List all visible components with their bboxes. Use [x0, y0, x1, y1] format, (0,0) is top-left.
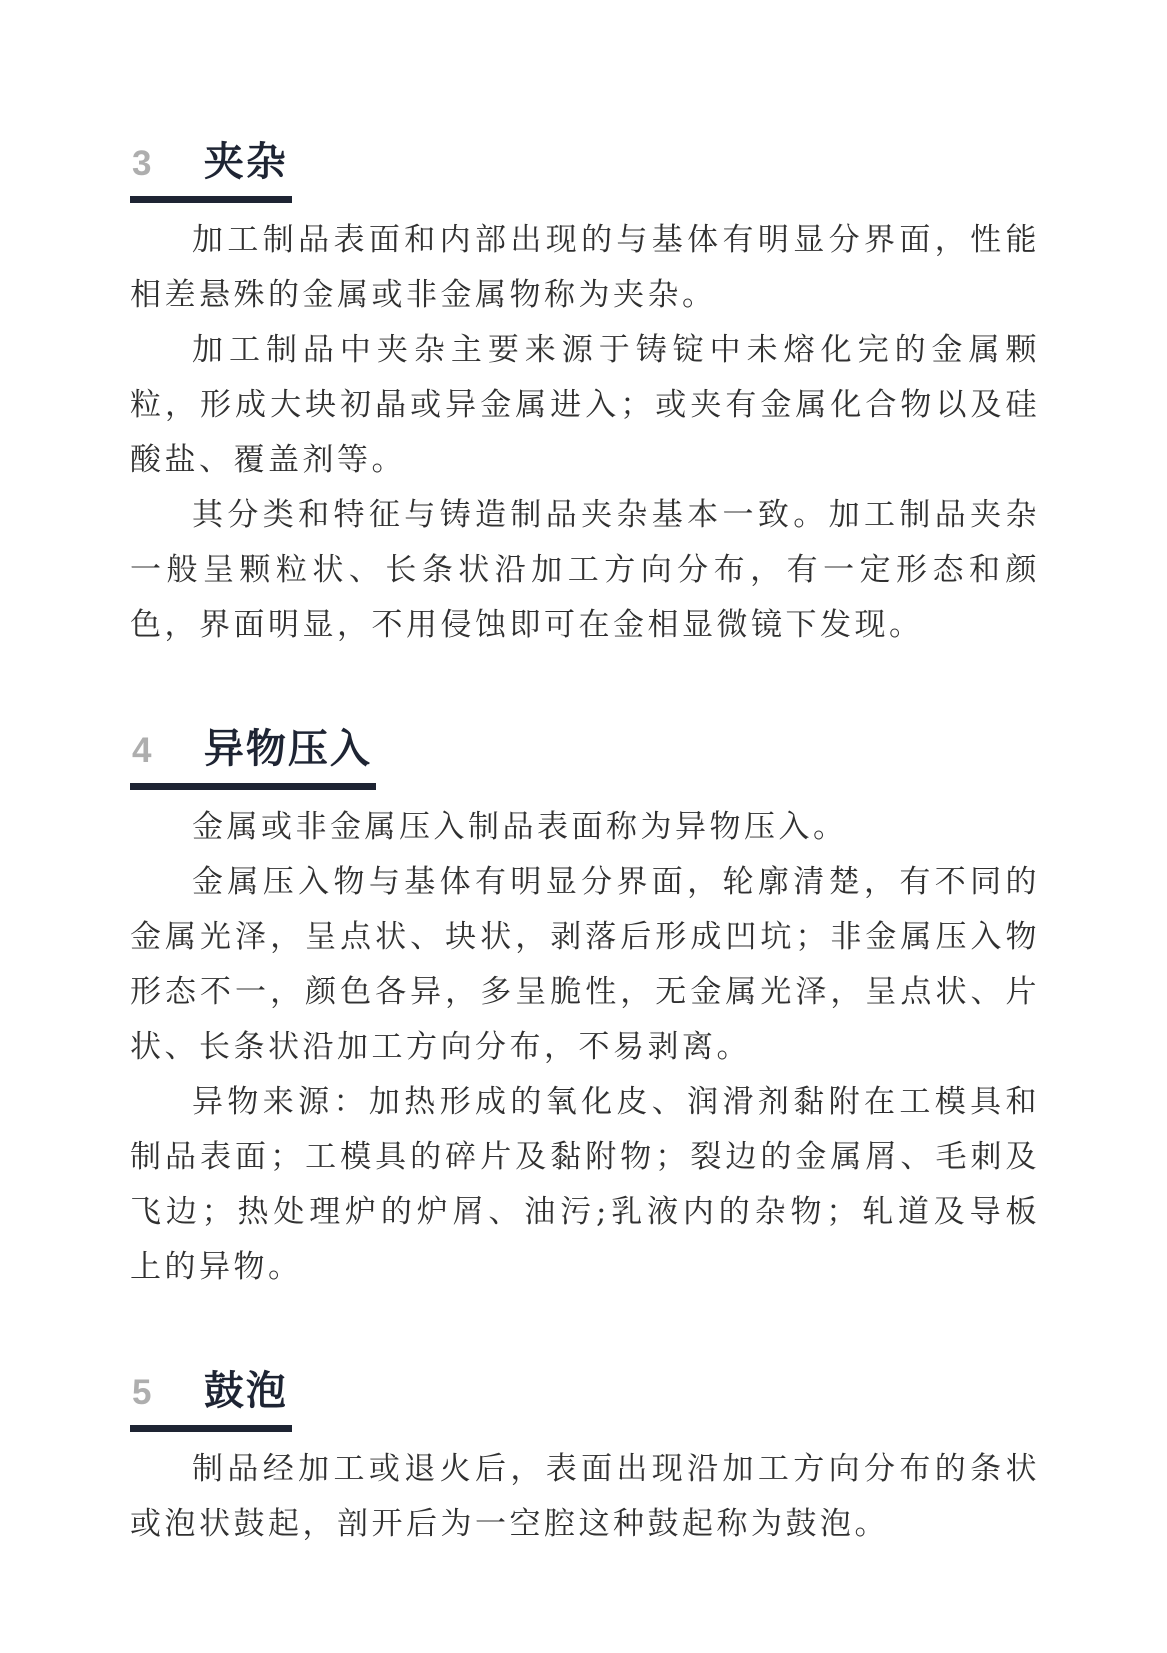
paragraph: 制品经加工或退火后，表面出现沿加工方向分布的条状或泡状鼓起，剖开后为一空腔这种鼓起称为鼓泡。 [130, 1451, 1040, 1542]
paragraph: 异物来源：加热形成的氧化皮、润滑剂黏附在工模具和制品表面；工模具的碎片及黏附物；裂边的金属屑、毛刺及飞边；热处理炉的炉屑、油污;乳液内的杂物；轧道及导板上的异物。 [130, 1084, 1040, 1285]
section-inclusions [130, 140, 1040, 653]
section-heading [130, 140, 292, 203]
section-foreign-object-pressed-in [130, 727, 1040, 1295]
paragraph: 加工制品表面和内部出现的与基体有明显分界面，性能相差悬殊的金属或非金属物称为夹杂。 [130, 222, 1040, 313]
section-title: 夹杂 [203, 140, 288, 184]
section-title: 鼓泡 [203, 1369, 288, 1413]
section-heading [130, 1369, 292, 1432]
paragraph: 金属压入物与基体有明显分界面，轮廓清楚，有不同的金属光泽，呈点状、块状，剥落后形成凹坑；非金属压入物形态不一，颜色各异，多呈脆性，无金属光泽，呈点状、片状、长条状沿加工方向分布，不易剥离。 [130, 864, 1040, 1065]
section-number: 4 [132, 731, 152, 770]
section-title: 异物压入 [203, 727, 372, 771]
section-blistering [130, 1369, 1040, 1552]
section-heading [130, 727, 376, 790]
section-number: 3 [132, 144, 152, 183]
paragraph: 其分类和特征与铸造制品夹杂基本一致。加工制品夹杂一般呈颗粒状、长条状沿加工方向分布，有一定形态和颜色，界面明显，不用侵蚀即可在金相显微镜下发现。 [130, 497, 1040, 643]
paragraph: 加工制品中夹杂主要来源于铸锭中未熔化完的金属颗粒，形成大块初晶或异金属进入；或夹有金属化合物以及硅酸盐、覆盖剂等。 [130, 332, 1040, 478]
paragraph: 金属或非金属压入制品表面称为异物压入。 [192, 809, 848, 845]
section-number: 5 [132, 1373, 152, 1412]
